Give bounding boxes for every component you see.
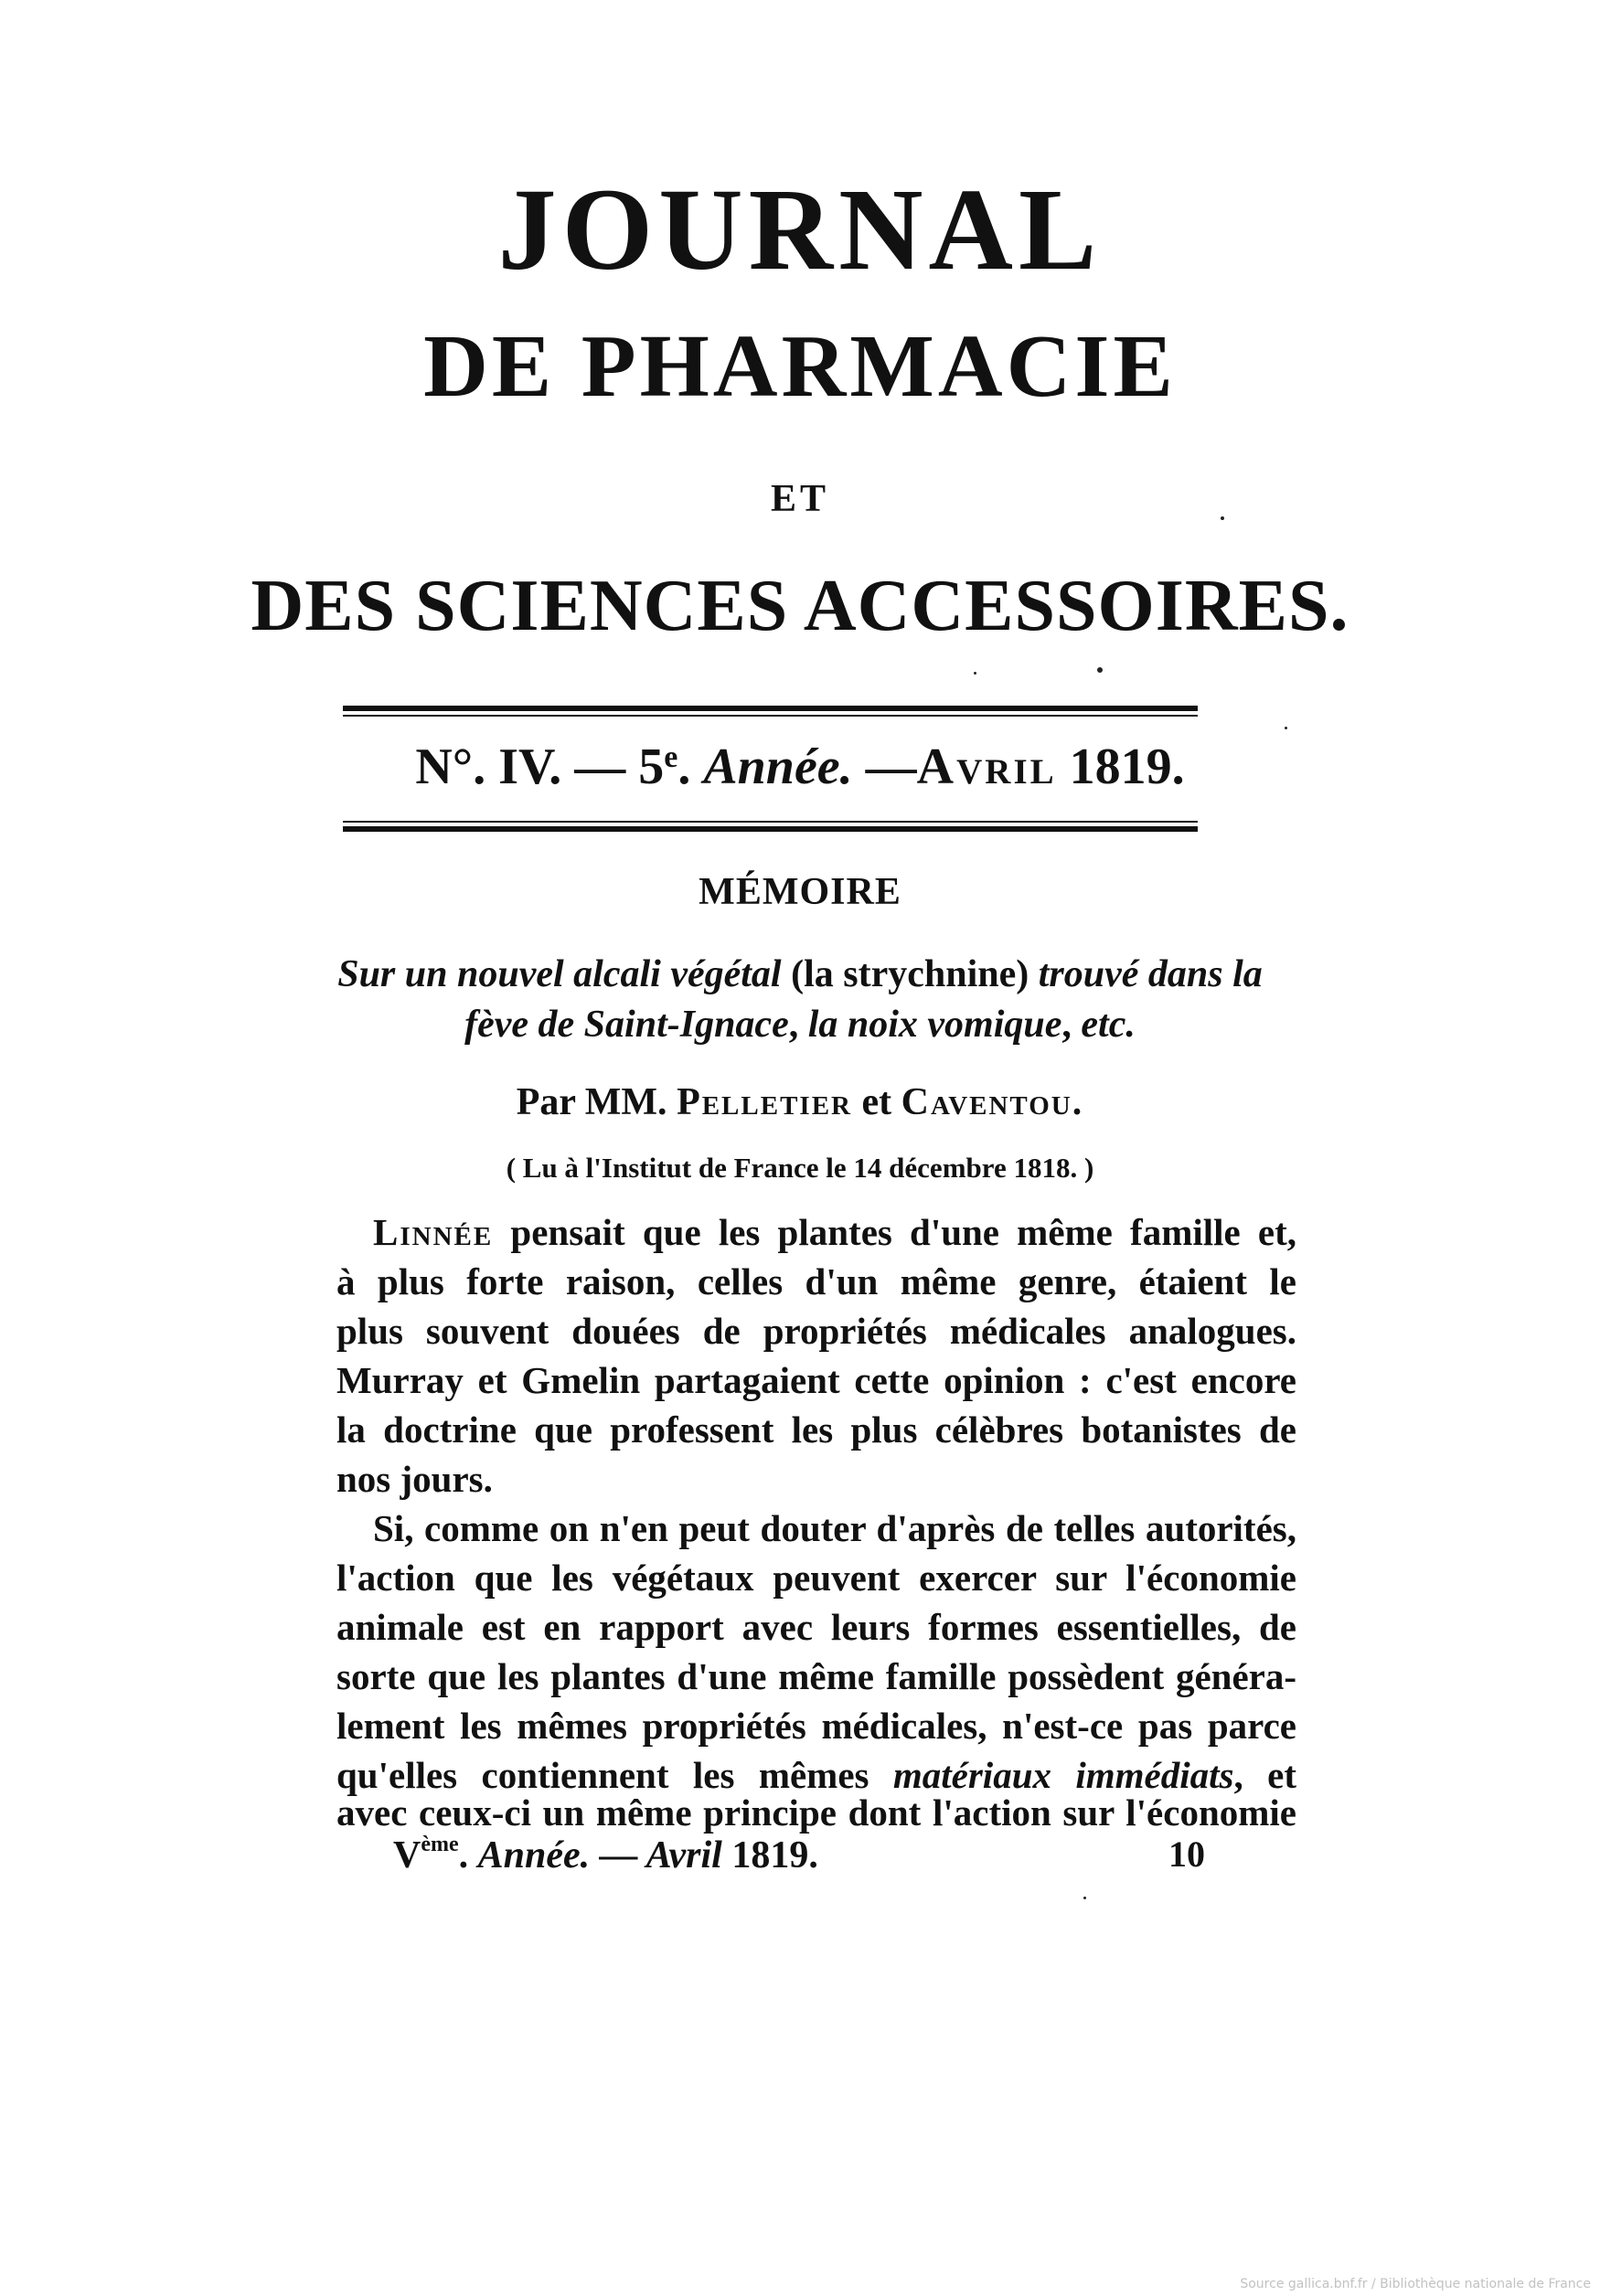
article-heading: MÉMOIRE: [699, 871, 901, 913]
body-line: l'action que les végétaux peuvent exercer sur l'économie: [336, 1557, 1296, 1599]
journal-title-line-1: JOURNAL: [497, 165, 1103, 294]
subtitle-part-b1: (la strychnine): [791, 953, 1029, 995]
footer-year: 1819.: [731, 1834, 818, 1876]
author-name-linnee: Linnée: [373, 1211, 494, 1253]
read-note: ( Lu à l'Institut de France le 14 décembre 1818. ): [506, 1152, 1094, 1184]
body-text: , et: [1233, 1754, 1296, 1796]
subtitle-part-c2: la noix vomique: [807, 1004, 1062, 1046]
body-line: [336, 1209, 1296, 1255]
author-2: Caventou.: [901, 1081, 1084, 1123]
subtitle-part-c1: trouvé dans la: [1038, 953, 1263, 995]
journal-title-line-2: DE PHARMACIE: [423, 317, 1177, 416]
subtitle-part-b2: ,: [788, 1004, 799, 1046]
footer-dot: .: [458, 1834, 469, 1876]
source-credit: Source gallica.bnf.fr / Bibliothèque nationale de France: [1240, 2277, 1591, 2291]
byline-prefix: Par MM.: [516, 1081, 667, 1123]
double-rule-bottom: [343, 821, 1198, 832]
body-line: nos jours.: [336, 1458, 493, 1500]
body-line: à plus forte raison, celles d'un même genre, étaient le: [336, 1260, 1296, 1302]
scan-speck: [974, 672, 976, 675]
subtitle-part-d2: ,: [1061, 1004, 1072, 1046]
body-line: plus souvent douées de propriétés médicales analogues.: [336, 1310, 1296, 1352]
scan-speck: [1083, 1897, 1086, 1899]
body-line: avec ceux-ci un même principe dont l'action sur l'économie: [336, 1791, 1296, 1834]
body-line: la doctrine que professent les plus célèbres botanistes de: [336, 1408, 1296, 1451]
body-text: qu'elles contiennent les mêmes: [336, 1754, 869, 1796]
body-text: pensait que les plantes d'une même famille et,: [510, 1211, 1296, 1253]
issue-year: 1819.: [1069, 739, 1185, 795]
issue-month: Avril: [916, 739, 1057, 795]
body-line: sorte que les plantes d'une même famille possèdent généra-: [336, 1655, 1296, 1697]
body-line: lement les mêmes propriétés médicales, n'est-ce pas parce: [336, 1705, 1296, 1747]
page-number: 10: [1168, 1834, 1205, 1875]
subtitle-part-a1: Sur un nouvel alcali végétal: [337, 953, 782, 995]
body-line: animale est en rapport avec leurs formes essentielles, de: [336, 1606, 1296, 1648]
byline: [0, 1080, 1600, 1124]
body-line: Si, comme on n'en peut douter d'après de telles autorités,: [373, 1507, 1296, 1549]
issue-dash: —: [865, 739, 917, 795]
issue-line: N°. IV. — 5e. Année. —Avril 1819.: [415, 739, 1185, 795]
running-footer: [393, 1833, 818, 1877]
issue-number: N°. IV. —: [415, 739, 626, 795]
article-subtitle-line-1: [0, 952, 1600, 996]
byline-and: et: [861, 1081, 892, 1123]
body-line: Murray et Gmelin partagaient cette opinion : c'est encore: [336, 1359, 1296, 1401]
article-subtitle-line-2: [0, 1003, 1600, 1047]
footer-volume: V: [393, 1834, 421, 1876]
journal-title-line-3: ET: [770, 478, 830, 520]
subtitle-part-e2: etc.: [1081, 1004, 1136, 1046]
issue-year-word: Année.: [703, 739, 853, 795]
subtitle-part-a2: fève de Saint-Ignace: [464, 1004, 789, 1046]
scan-speck: [1221, 516, 1224, 520]
double-rule-top: [343, 706, 1198, 717]
footer-volume-sup: ème: [421, 1833, 459, 1856]
body-text-italic: matériaux immédiats: [892, 1754, 1234, 1796]
author-1: Pelletier: [677, 1081, 853, 1123]
journal-title-line-4: DES SCIENCES ACCESSOIRES.: [251, 566, 1349, 646]
issue-year-number: 5: [638, 739, 665, 795]
issue-year-sup: e: [664, 740, 678, 774]
scan-speck: [1097, 667, 1103, 673]
footer-year-word: Année. — Avril: [477, 1834, 722, 1876]
scan-speck: [1285, 727, 1287, 729]
